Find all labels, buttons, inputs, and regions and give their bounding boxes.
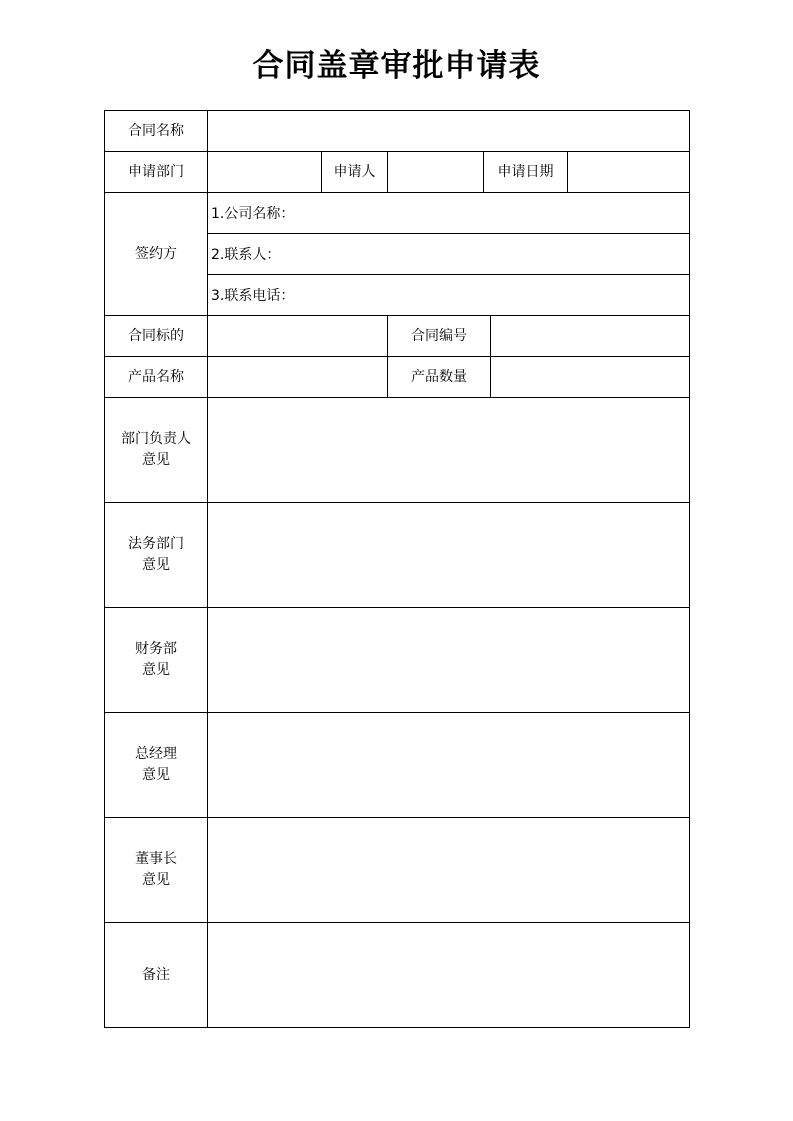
label-line: 意见: [142, 872, 170, 888]
label-dept: 申请部门: [105, 152, 208, 193]
label-gm-opinion: [105, 713, 208, 818]
field-finance-opinion[interactable]: [208, 608, 690, 713]
field-contract-no[interactable]: [491, 316, 690, 357]
label-subject: 合同标的: [105, 316, 208, 357]
field-chairman-opinion[interactable]: [208, 818, 690, 923]
row-finance-opinion: [105, 608, 690, 713]
row-chairman-opinion: [105, 818, 690, 923]
label-legal-opinion: [105, 503, 208, 608]
field-phone[interactable]: 3.联系电话：: [208, 275, 690, 316]
field-legal-opinion[interactable]: [208, 503, 690, 608]
label-line: 财务部: [135, 641, 177, 657]
label-line: 法务部门: [128, 536, 184, 552]
row-legal-opinion: [105, 503, 690, 608]
label-remarks: 备注: [105, 923, 208, 1028]
field-contact[interactable]: 2.联系人：: [208, 234, 690, 275]
label-apply-date: 申请日期: [484, 152, 568, 193]
field-product-qty[interactable]: [491, 357, 690, 398]
label-applicant: 申请人: [322, 152, 388, 193]
row-contract-name: [105, 111, 690, 152]
field-contract-name[interactable]: [208, 111, 690, 152]
label-line: 意见: [142, 767, 170, 783]
label-line: 意见: [142, 557, 170, 573]
row-subject-number: [105, 316, 690, 357]
label-line: 意见: [142, 662, 170, 678]
label-product-qty: 产品数量: [388, 357, 491, 398]
label-line: 总经理: [135, 746, 177, 762]
approval-form-table: [104, 110, 690, 1028]
label-product-name: 产品名称: [105, 357, 208, 398]
row-remarks: [105, 923, 690, 1028]
page-title: 合同盖章审批申请表: [252, 48, 541, 84]
row-dept-applicant-date: [105, 152, 690, 193]
field-apply-date[interactable]: [568, 152, 690, 193]
label-dept-head-opinion: [105, 398, 208, 503]
label-contract-name: 合同名称: [105, 111, 208, 152]
label-chairman-opinion: [105, 818, 208, 923]
label-signing-party: 签约方: [105, 193, 208, 316]
row-company-name: [105, 193, 690, 234]
label-line: 意见: [142, 452, 170, 468]
field-subject[interactable]: [208, 316, 388, 357]
field-remarks[interactable]: [208, 923, 690, 1028]
label-finance-opinion: [105, 608, 208, 713]
row-dept-head-opinion: [105, 398, 690, 503]
label-line: 董事长: [135, 851, 177, 867]
field-gm-opinion[interactable]: [208, 713, 690, 818]
field-dept-head-opinion[interactable]: [208, 398, 690, 503]
field-applicant[interactable]: [388, 152, 484, 193]
row-gm-opinion: [105, 713, 690, 818]
field-dept[interactable]: [208, 152, 322, 193]
field-company-name[interactable]: 1.公司名称：: [208, 193, 690, 234]
label-contract-no: 合同编号: [388, 316, 491, 357]
row-product: [105, 357, 690, 398]
label-line: 部门负责人: [121, 431, 191, 447]
field-product-name[interactable]: [208, 357, 388, 398]
